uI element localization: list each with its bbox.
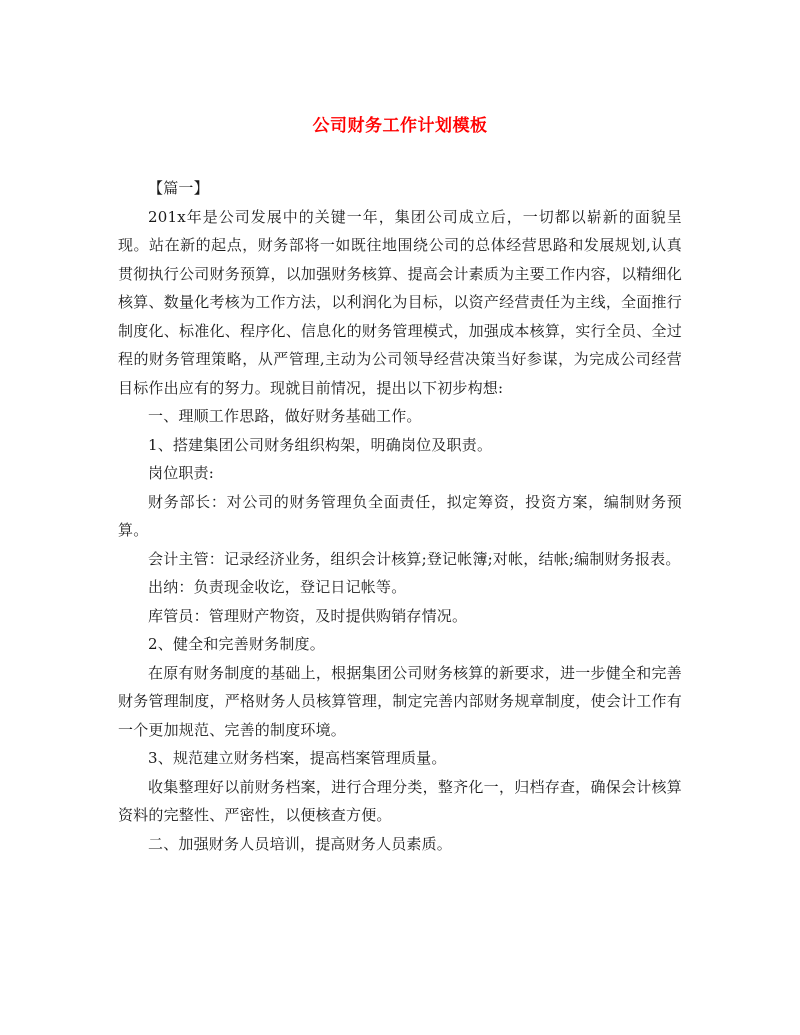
- paragraph-archive: 收集整理好以前财务档案，进行合理分类，整齐化一，归档存查，确保会计核算资料的完整性、严密性，以便核查方便。: [118, 777, 682, 824]
- section-heading: 【篇一】: [148, 179, 209, 197]
- paragraph-warehouse-keeper: 库管员：管理财产物资，及时提供购销存情况。: [148, 606, 468, 625]
- paragraph-accounting-supervisor: 会计主管：记录经济业务，组织会计核算;登记帐簿;对帐，结帐;编制财务报表。: [148, 549, 681, 568]
- paragraph-duties-label: 岗位职责:: [148, 464, 215, 482]
- heading-2: 二、加强财务人员培训，提高财务人员素质。: [148, 834, 453, 853]
- document-title: 公司财务工作计划模板: [312, 116, 488, 136]
- paragraph-cashier: 出纳：负责现金收讫，登记日记帐等。: [148, 578, 407, 596]
- paragraph-intro: 201x年是公司发展中的关键一年，集团公司成立后，一切都以崭新的面貌呈现。站在新的起点，财务部将一如既往地围绕公司的总体经营思路和发展规划,认真贯彻执行公司财务预算，以加强财务核算、提高会计素质为主要工作内容，以精细化核算、数量化考核为工作方法，以利润化为目标，以资产经营责任为主线，全面推行制度化、标准化、程序化、信息化的财务管理模式，加强成本核算，实行全员、全过程的财务管理策略，从严管理,主动为公司领导经营决策当好参谋，为完成公司经营目标作出应有的努力。现就目前情况，提出以下初步构想:: [118, 207, 682, 397]
- subheading-1-2: 2、健全和完善财务制度。: [148, 635, 325, 653]
- paragraph-finance-head: 财务部长：对公司的财务管理负全面责任，拟定筹资，投资方案，编制财务预算。: [118, 492, 682, 539]
- paragraph-system: 在原有财务制度的基础上，根据集团公司财务核算的新要求，进一步健全和完善财务管理制度，严格财务人员核算管理，制定完善内部财务规章制度，使会计工作有一个更加规范、完善的制度环境。: [118, 663, 682, 739]
- subheading-1-1: 1、搭建集团公司财务组织构架，明确岗位及职责。: [148, 435, 493, 454]
- subheading-1-3: 3、规范建立财务档案，提高档案管理质量。: [148, 749, 447, 767]
- document-body: [118, 174, 682, 858]
- heading-1: 一、理顺工作思路，做好财务基础工作。: [148, 407, 422, 425]
